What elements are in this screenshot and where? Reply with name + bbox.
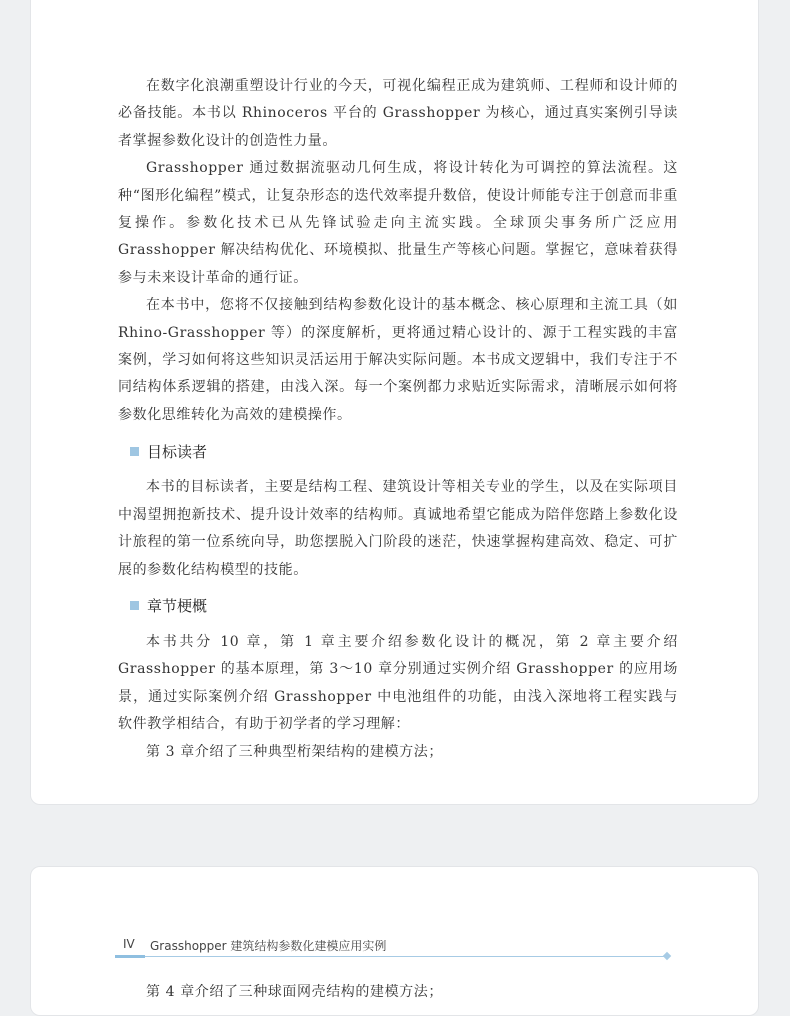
square-bullet-icon <box>130 601 139 610</box>
page-1-content <box>118 73 678 766</box>
page-2-content <box>118 979 678 1006</box>
page-2 <box>30 866 759 1016</box>
section-heading-readers-label: 目标读者 <box>147 442 208 461</box>
section-heading-chapters-label: 章节梗概 <box>147 597 208 616</box>
intro-paragraph-2: Grasshopper 通过数据流驱动几何生成，将设计转化为可调控的算法流程。这种“图形化编程”模式，让复杂形态的迭代效率提升数倍，使设计师能专注于创意而非重复操作。参数化技术已从先锋试验走向主流实践。全球顶尖事务所广泛应用 Grasshopper 解决结构优化、环境模拟、批量生产等核心问题。掌握它，意味着获得参与未来设计革命的通行证。 <box>118 160 678 286</box>
diamond-icon <box>663 952 671 960</box>
running-header <box>115 935 670 957</box>
section-heading-readers <box>118 431 678 471</box>
page-2-paragraph-1: 第 4 章介绍了三种球面网壳结构的建模方法； <box>146 984 444 1000</box>
page-1 <box>30 0 759 805</box>
chapters-paragraph-2: 第 3 章介绍了三种典型桁架结构的建模方法； <box>146 743 444 760</box>
chapters-paragraph-1: 本书共分 10 章，第 1 章主要介绍参数化设计的概况，第 2 章主要介绍 Grasshopper 的基本原理，第 3～10 章分别通过实例介绍 Grasshopper 的应用场景，通过实际案例介绍 Grasshopper 中电池组件的功能，由浅入深地将工程实践与软件教学相结合，有助于初学者的学习理解： <box>118 633 678 733</box>
intro-paragraph-1: 在数字化浪潮重塑设计行业的今天，可视化编程正成为建筑师、工程师和设计师的必备技能。本书以 Rhinoceros 平台的 Grasshopper 为核心，通过真实案例引导读者掌握参数化设计的创造性力量。 <box>118 78 678 149</box>
section-heading-chapters <box>118 586 678 626</box>
page-number: IV <box>123 937 135 951</box>
intro-paragraph-3: 在本书中，您将不仅接触到结构参数化设计的基本概念、核心原理和主流工具（如 Rhino-Grasshopper 等）的深度解析，更将通过精心设计的、源于工程实践的丰富案例，学习如何将这些知识灵活运用于解决实际问题。本书成文逻辑中，我们专注于不同结构体系逻辑的搭建，由浅入深。每一个案例都力求贴近实际需求，清晰展示如何将参数化思维转化为高效的建模操作。 <box>118 297 678 423</box>
running-header-title: Grasshopper 建筑结构参数化建模应用实例 <box>150 939 387 953</box>
header-rule-accent <box>115 955 145 958</box>
square-bullet-icon <box>130 447 139 456</box>
readers-paragraph: 本书的目标读者，主要是结构工程、建筑设计等相关专业的学生，以及在实际项目中渴望拥抱新技术、提升设计效率的结构师。真诚地希望它能成为陪伴您踏上参数化设计旅程的第一位系统向导，助您摆脱入门阶段的迷茫，快速掌握构建高效、稳定、可扩展的参数化结构模型的技能。 <box>118 479 678 578</box>
header-rule-line <box>145 956 667 957</box>
